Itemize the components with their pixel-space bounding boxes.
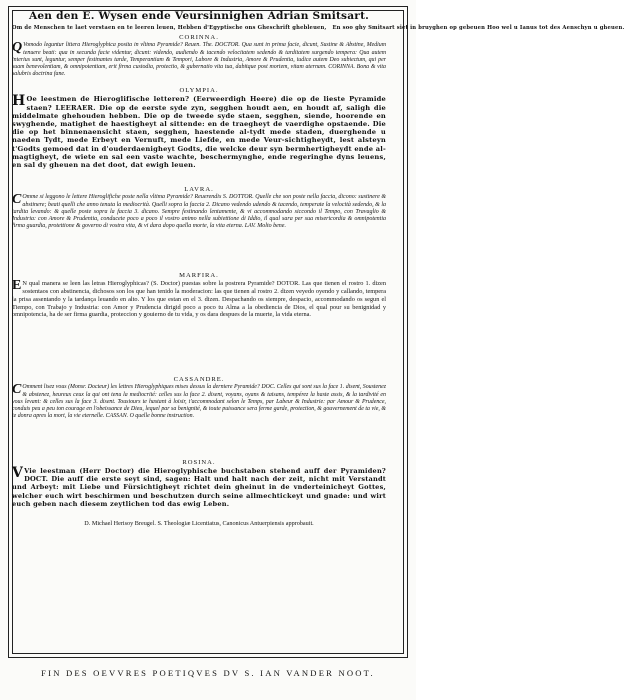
section-text-marfira (12, 280, 386, 375)
page-content (12, 10, 624, 644)
section-text-rosina (12, 467, 386, 519)
page-footer: FIN DES OEVVRES POETIQVES DV S. IAN VANDER NOOT. (41, 668, 375, 678)
section-heading-marfira: MARFIRA. (179, 272, 219, 280)
dedication-verse-left: Om de Menschen te laet verstaen en te leeren leuen, Hebben d'Egyptische ons Gheschrift ghebleuen, (12, 25, 327, 31)
dropcap: Q (12, 40, 23, 56)
section-heading-cassandre: CASSANDRE. (173, 376, 225, 384)
section-heading-lavra: LAVRA. (184, 186, 214, 194)
section-heading-olympia: OLYMPIA. (179, 87, 219, 95)
dedication-verse-right: En soo ghy Smitsart siet in bruyghen op gebeuen Hoo wel u Ianus tot des Aenschyn u gheuen. (332, 25, 624, 31)
paragraph-text: N qual manera se leen las letras Hieroglyphicas? (S. Doctor) puestas sobre la postrera Pyramide? DOTOR. Las que tienen el rostro 1. dizen sostentaos con abstinencia, dichosos son los que han tenido la moderacion: las que tienen al rostro 2. dizen veyedo oyendo y callando, tempera la prisa assentando y la tardança leuando en alto. Y los que estan en el 3. dizen. Despachando os siempre, despacio, accommodando os segun el Tiempo, con Trabajo y Industria: con Amor y Prudencia dirigid poco a poco tu Alma a la obediencia de Dios, el qual pour su benignidad y omnipotencia, ha de ser firma guardia, proteccion y gouierno de tu vida, y os dara despues de la muerte, la vida eterna. (12, 280, 386, 319)
section-heading-rosina: ROSINA. (182, 459, 216, 467)
dedication-verse (12, 25, 624, 31)
section-text-corinna (12, 42, 386, 86)
paragraph-text: Vomodo leguntur littera Hieroglyphica posita in vltima Pyramide? Reuen. The. DOCTOR. Qua sunt in prima facie, dicunt, Sustine & Abstine, Medium tenuere beati: qua in secunda facie videntur, dicunt: videndo, audiendo & tacendo velocitatem sedendo & tarditatem surgendo tempera: Qua autem interius sunt, leguntur, semper festinantes tarde, Temperantiam & Tempori, Labore & Industria, Amore & Prudentia, iudice autem Deo subiectum, qui per suam benevolentiam, & omnipotentiam, erit firma custodia, protectio, & gubernatio vita tua, dabitque post mortem, vitam aternam. CORINNA. Bona & vita salubris doctrina fane. (12, 42, 386, 78)
dropcap: E (12, 278, 22, 294)
dropcap: H (12, 93, 26, 110)
dropcap: V (12, 465, 24, 482)
dropcap: C (12, 382, 22, 398)
paragraph-text: Vie leestman (Herr Doctor) die Hieroglyphische buchstaben stehend auff der Pyramiden? DOCT. Die auff die erste seyt sind, sagen: Halt und halt nach der zeit, nicht mit Verstandt und Arbeyt: mit Liebe und Fürsichtigheyt richtet dein gheinut in de vnderteinicheyt Gottes, welcher euch wirt beschirmen und beschutzen durch seine allmechtickeyt und gnade: und wirt euch geben nach diesem zeytlichen tod das ewig Leben. (12, 467, 386, 508)
section-text-lavra (12, 194, 386, 271)
section-text-cassandre (12, 384, 386, 458)
paragraph-text: Oe leestmen de Hieroglifische letteren? (Eerweerdigh Heere) die op de lieste Pyramide staen? LEERAER. Die op de eerste syde zyn, segghen houdt aen, en houdt af, saligh die middelmate ghehouden hebben. Die op de tweede syde staen, segghen, siende, hoorende en swyghende, matighet de haestigheyt al sittende: en de traegheyt de vaerdighe opstaende. Die die op het binnenaensicht staen, segghen, haestende al-tydt mede staden, duerghende u naeden Tydt, mede Erbeyt en Vernuft, mede Liefde, en mede Veur-sichtigheydt, lest alsteyn t'Godts gemoed dat in d'ouderdaenigheyt Godts, die welcke deur syn bermhertigheydt ende al-magtigheyt, de wiete en sal een vaste wachte, beschermynghe, ende regeringhe dyns leuens, en sal dy gheuen na det doot, dat ewigh leuen. (12, 95, 386, 169)
paragraph-text: Omment lisez vous (Monsr. Docteur) les lettres Hieroglyphiques mises dessus la derniere Pyramide? DOC. Celles qui sont sus la face 1. disent, Soustenez & abstenez, heureux ceux la qui ont tenu la mediocrité: celles sus la face 2. disent, voyans, oyans & taisans, tempérez la haste assis, & la tardivité en vous levant: & celles sus la face 3. disent. Tousiours te hastant à loisir, t'accommodant selon le Temps, par Labeur & Industrie: par Amour & Prudence, conduis peu a peu ton courage en l'obeissance de Dieu, lequel par sa benignité, & toute puissance sera ferme garde, protection, & gouvernement de ta vie, & te donra apres la mort, la vie eternelle. CASSAN. O quelle bonne instruction. (12, 384, 386, 420)
dropcap: C (12, 192, 22, 208)
approbation-line: D. Michael Herisoy Breugel. S. Theologiæ Licentiatus, Canonicus Antuerpiensis approbauit. (84, 520, 314, 528)
section-text-olympia (12, 95, 386, 185)
paragraph-text: Omme si leggono le lettere Hieroglifiche poste nella vltima Pyramide? Reuerendis S. DOTTOR. Quelle che son poste nella faccia, dicono: sustinere & abstinere; beati quelli che anno tenuta la mediocrità. Quelli sopra la faccia 2. Dicano vedendo udendo & tacendo, temperate la velocità sedendo, & la tardita levando: & quelle poste sopra la faccia 3. dicano. Sempre festinando lentamente, & vi accommodando siccondo il Tempo, con Travaglio & Industria: con Amore & Prudentia, conducete poco a poco il vostro animo nella subiettione di Iddio, il qual sara per sua misericordia & omnipotentia firma guardia, protettione & governo di vostra vita, & vi dara dopo quella morte, la vita eterna. LAV. Molto bene. (12, 194, 386, 230)
page-title: Aen den E. Wysen ende Veursinnighen Adrian Smitsart. (28, 10, 370, 22)
section-heading-corinna: CORINNA. (179, 34, 219, 42)
